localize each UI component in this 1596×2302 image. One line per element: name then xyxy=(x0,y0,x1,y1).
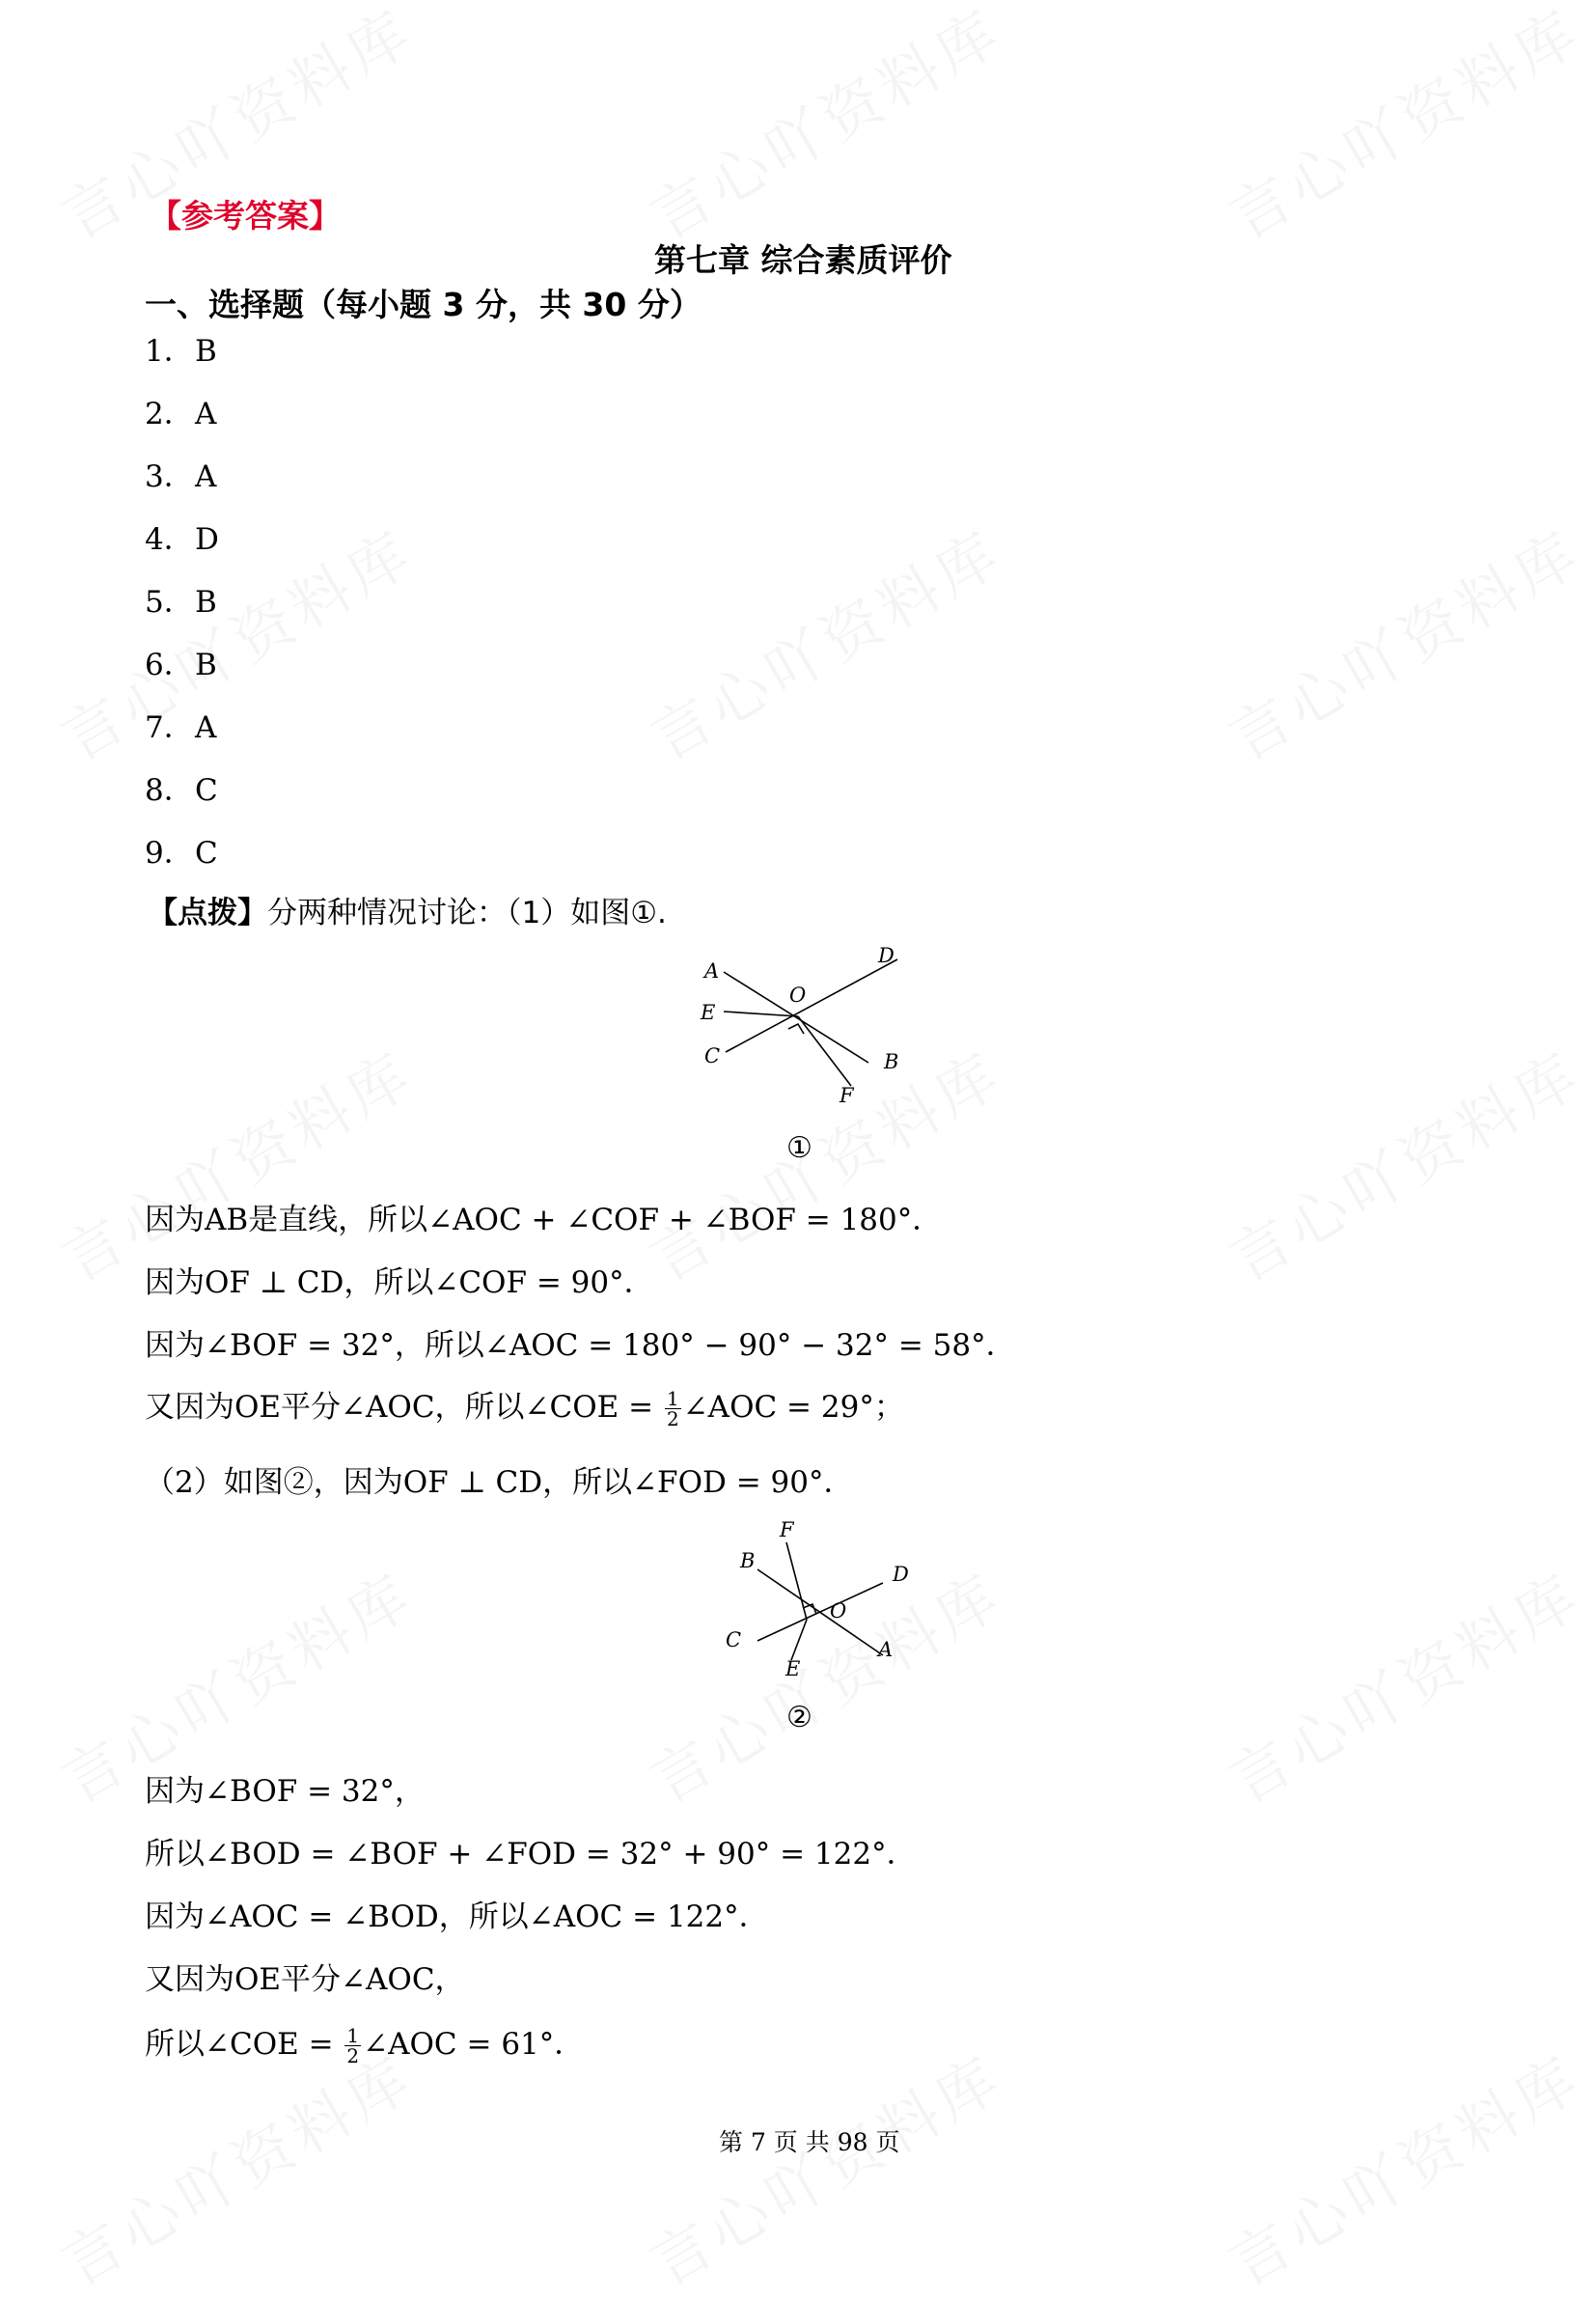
hint-label: 【点拨】 xyxy=(148,896,267,930)
watermark xyxy=(632,506,1016,777)
watermark xyxy=(632,2031,1016,2302)
line-cd xyxy=(726,959,897,1052)
watermark xyxy=(43,2031,427,2302)
label-a: A xyxy=(704,959,720,983)
fraction-one-half: $\frac{1}{2}$ xyxy=(346,2024,360,2067)
answer-item: 8．C xyxy=(145,773,218,808)
solution-line: 因为∠BOF = 32°，所以∠AOC = 180° − 90° − 32° = 58°． xyxy=(145,1328,1016,1363)
hint-paragraph xyxy=(148,888,667,931)
answer-item: 4．D xyxy=(145,522,219,557)
label-b: B xyxy=(740,1549,756,1572)
answer-item: 5．B xyxy=(145,585,217,620)
chapter-title: 第七章 综合素质评价 xyxy=(654,241,952,279)
watermark xyxy=(1211,1548,1595,1819)
label-e: E xyxy=(785,1657,801,1679)
watermark xyxy=(632,0,1016,256)
page-footer: 第 7 页 共 98 页 xyxy=(719,2128,900,2156)
solution-line: 因为∠BOF = 32°， xyxy=(145,1774,425,1809)
label-d: D xyxy=(893,1563,909,1586)
solution-line: （2）如图②，因为OF ⊥ CD，所以∠FOD = 90°． xyxy=(145,1465,854,1500)
label-c: C xyxy=(726,1628,742,1651)
solution-line: 因为OF ⊥ CD，所以∠COF = 90°． xyxy=(145,1265,654,1300)
solution-line: 因为∠AOC = ∠BOD，所以∠AOC = 122°． xyxy=(145,1900,769,1934)
line-cd xyxy=(757,1583,883,1641)
solution-line: 因为AB是直线，所以∠AOC + ∠COF + ∠BOF = 180°． xyxy=(145,1203,943,1237)
figure-2-diagram xyxy=(714,1515,926,1679)
watermark xyxy=(43,506,427,777)
label-o: O xyxy=(830,1599,847,1622)
watermark xyxy=(1211,2031,1595,2302)
answer-item: 3．A xyxy=(145,459,217,494)
label-e: E xyxy=(701,1001,716,1024)
answer-item: 1．B xyxy=(145,334,217,369)
figure-1-caption: ① xyxy=(786,1131,812,1165)
hint-text: 分两种情况讨论：（1）如图①. xyxy=(267,896,667,930)
watermark xyxy=(1211,1027,1595,1298)
label-o: O xyxy=(789,984,807,1007)
solution-line: 所以∠BOD = ∠BOF + ∠FOD = 32° + 90° = 122°． xyxy=(145,1837,917,1872)
right-angle-mark xyxy=(788,1024,804,1034)
label-b: B xyxy=(884,1050,899,1073)
watermark xyxy=(1211,0,1595,256)
label-f: F xyxy=(839,1084,854,1107)
answer-item: 9．C xyxy=(145,836,218,871)
ray-of xyxy=(798,1016,851,1086)
solution-line-with-fraction: 所以∠COE = $\frac{1}{2}$ ∠AOC = 61°． xyxy=(145,2024,585,2067)
watermark xyxy=(1211,506,1595,777)
solution-line-with-fraction: 又因为OE平分∠AOC，所以∠COE = $\frac{1}{2}$ ∠AOC = 29°； xyxy=(145,1387,904,1430)
ray-oe xyxy=(791,1620,807,1660)
answer-item: 6．B xyxy=(145,648,217,682)
figure-1-diagram xyxy=(675,941,926,1110)
section-title: 一、选择题（每小题 3 分，共 30 分） xyxy=(145,286,702,323)
answer-item: 7．A xyxy=(145,710,217,745)
label-a: A xyxy=(878,1638,894,1661)
label-f: F xyxy=(780,1518,794,1541)
label-d: D xyxy=(878,944,894,967)
label-c: C xyxy=(704,1044,721,1068)
figure-2-caption: ② xyxy=(786,1701,812,1734)
answer-key-heading: 【参考答案】 xyxy=(150,197,341,235)
solution-line: 又因为OE平分∠AOC， xyxy=(145,1962,465,1997)
answer-item: 2．A xyxy=(145,397,217,431)
fraction-one-half: $\frac{1}{2}$ xyxy=(666,1387,679,1430)
